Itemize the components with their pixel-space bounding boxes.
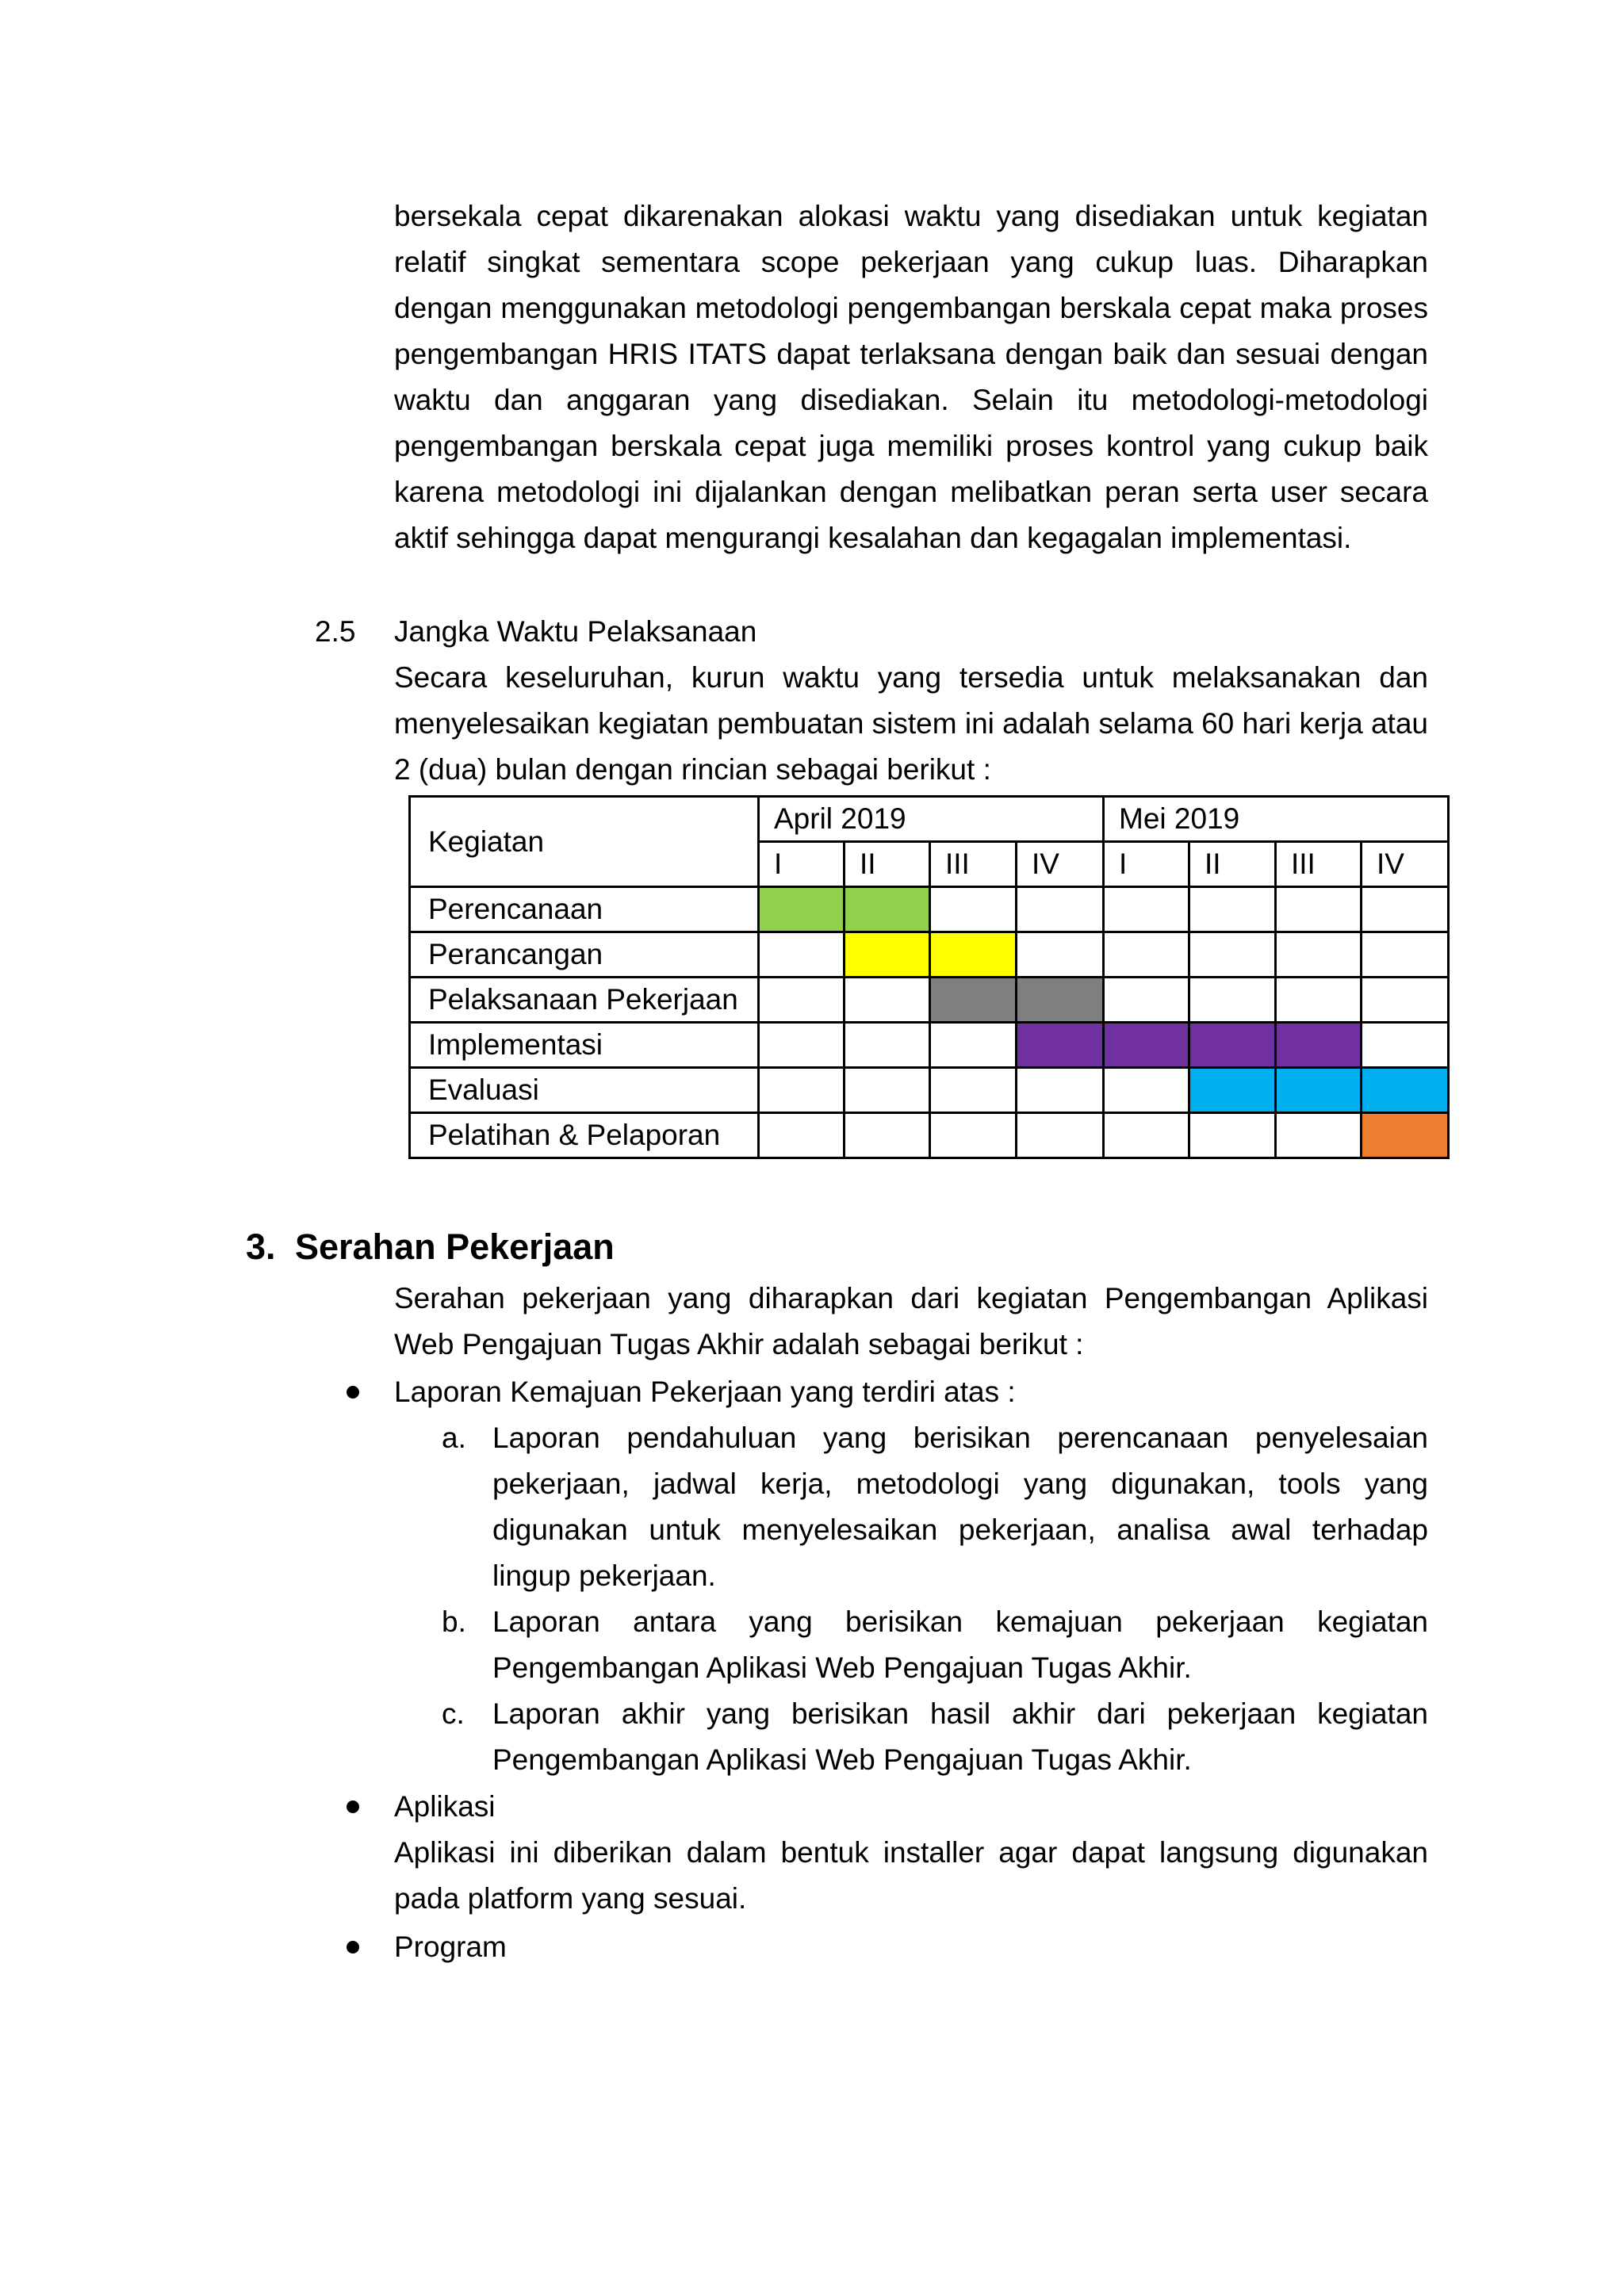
schedule-row xyxy=(410,1113,1449,1158)
schedule-cell xyxy=(1189,887,1276,932)
bullet-item-aplikasi: Aplikasi xyxy=(394,1790,496,1823)
schedule-cell-filled xyxy=(1362,1113,1449,1158)
month-mei-header: Mei 2019 xyxy=(1104,797,1449,842)
schedule-cell xyxy=(1017,932,1104,978)
schedule-cell xyxy=(1017,1113,1104,1158)
schedule-cell-filled xyxy=(1276,1068,1362,1113)
schedule-cell xyxy=(930,1113,1017,1158)
schedule-header-months xyxy=(410,797,1449,842)
schedule-cell xyxy=(1362,978,1449,1023)
schedule-cell xyxy=(930,887,1017,932)
week-header: III xyxy=(930,842,1017,887)
schedule-cell-filled xyxy=(1189,1023,1276,1068)
schedule-cell-filled xyxy=(845,887,930,932)
schedule-cell xyxy=(1276,1113,1362,1158)
schedule-cell-filled xyxy=(1104,1023,1189,1068)
schedule-cell xyxy=(759,978,845,1023)
schedule-cell xyxy=(1189,978,1276,1023)
schedule-cell-filled xyxy=(1017,978,1104,1023)
schedule-cell xyxy=(845,978,930,1023)
section-2-5-title: Jangka Waktu Pelaksanaan xyxy=(394,615,757,648)
sub-item-b: Laporan antara yang berisikan kemajuan pekerjaan kegiatan Pengembangan Aplikasi Web Pengajuan Tugas Akhir. xyxy=(492,1605,1428,1684)
schedule-cell xyxy=(1189,1113,1276,1158)
schedule-cell xyxy=(1104,1068,1189,1113)
kegiatan-header: Kegiatan xyxy=(410,797,759,887)
schedule-cell xyxy=(1362,932,1449,978)
section-3-intro: Serahan pekerjaan yang diharapkan dari kegiatan Pengembangan Aplikasi Web Pengajuan Tugas Akhir adalah sebagai berikut : xyxy=(394,1282,1428,1360)
schedule-cell xyxy=(845,1023,930,1068)
bullet-item-program: Program xyxy=(394,1931,507,1963)
bullet-icon xyxy=(347,1800,359,1813)
schedule-row xyxy=(410,887,1449,932)
schedule-cell xyxy=(1104,887,1189,932)
week-header: II xyxy=(845,842,930,887)
schedule-row xyxy=(410,932,1449,978)
section-3-title: Serahan Pekerjaan xyxy=(295,1226,615,1267)
schedule-cell xyxy=(930,1023,1017,1068)
schedule-cell xyxy=(759,1068,845,1113)
schedule-cell xyxy=(1276,887,1362,932)
schedule-cell xyxy=(1104,1113,1189,1158)
section-3-heading xyxy=(246,1221,615,1273)
activity-name: Implementasi xyxy=(410,1023,759,1068)
intro-paragraph: bersekala cepat dikarenakan alokasi waktu yang disediakan untuk kegiatan relatif singkat sementara scope pekerjaan yang cukup luas. Diharapkan dengan menggunakan metodologi pengembangan berskala cepat maka proses pengembangan HRIS ITATS dapat terlaksana dengan baik dan sesuai dengan waktu dan anggaran yang disediakan. Selain itu metodologi-metodologi pengembangan berskala cepat juga memiliki proses kontrol yang cukup baik karena metodologi ini dijalankan dengan melibatkan peran serta user secara aktif sehingga dapat mengurangi kesalahan dan kegagalan implementasi. xyxy=(394,200,1428,554)
sub-item-a: Laporan pendahuluan yang berisikan perencanaan penyelesaian pekerjaan, jadwal kerja, metodologi yang digunakan, tools yang digunakan untuk menyelesaikan pekerjaan, analisa awal terhadap lingup pekerjaan. xyxy=(492,1422,1428,1592)
schedule-cell xyxy=(1362,887,1449,932)
schedule-row xyxy=(410,1023,1449,1068)
schedule-cell-filled xyxy=(1276,1023,1362,1068)
week-header: I xyxy=(759,842,845,887)
sub-item-c: Laporan akhir yang berisikan hasil akhir dari pekerjaan kegiatan Pengembangan Aplikasi Web Pengajuan Tugas Akhir. xyxy=(492,1697,1428,1776)
schedule-cell-filled xyxy=(930,978,1017,1023)
schedule-cell xyxy=(1104,932,1189,978)
schedule-cell xyxy=(930,1068,1017,1113)
schedule-cell-filled xyxy=(1362,1068,1449,1113)
week-header: I xyxy=(1104,842,1189,887)
schedule-row xyxy=(410,1068,1449,1113)
schedule-cell xyxy=(1017,887,1104,932)
section-3-number: 3. xyxy=(246,1226,276,1267)
schedule-cell xyxy=(759,1023,845,1068)
schedule-cell-filled xyxy=(930,932,1017,978)
activity-name: Perancangan xyxy=(410,932,759,978)
schedule-cell xyxy=(759,1113,845,1158)
schedule-table xyxy=(408,795,1450,1159)
bullet-icon xyxy=(347,1941,359,1954)
week-header: IV xyxy=(1017,842,1104,887)
activity-name: Perencanaan xyxy=(410,887,759,932)
bullet-item-laporan: Laporan Kemajuan Pekerjaan yang terdiri atas : xyxy=(394,1376,1016,1408)
activity-name: Pelatihan & Pelaporan xyxy=(410,1113,759,1158)
sub-item-label: c. xyxy=(442,1697,465,1730)
week-header: III xyxy=(1276,842,1362,887)
week-header: IV xyxy=(1362,842,1449,887)
schedule-cell xyxy=(845,1068,930,1113)
schedule-cell xyxy=(1104,978,1189,1023)
sub-item-label: a. xyxy=(442,1422,466,1454)
bullet-icon xyxy=(347,1386,359,1399)
schedule-cell xyxy=(759,932,845,978)
section-2-5-number: 2.5 xyxy=(315,615,356,648)
schedule-cell xyxy=(1189,932,1276,978)
activity-name: Pelaksanaan Pekerjaan xyxy=(410,978,759,1023)
section-2-5-paragraph: Secara keseluruhan, kurun waktu yang tersedia untuk melaksanakan dan menyelesaikan kegiatan pembuatan sistem ini adalah selama 60 hari kerja atau 2 (dua) bulan dengan rincian sebagai berikut : xyxy=(394,661,1428,786)
sub-item-label: b. xyxy=(442,1605,466,1638)
bullet-aplikasi-description: Aplikasi ini diberikan dalam bentuk installer agar dapat langsung digunakan pada platform yang sesuai. xyxy=(394,1836,1428,1915)
schedule-cell xyxy=(1017,1068,1104,1113)
schedule-cell-filled xyxy=(1017,1023,1104,1068)
schedule-row xyxy=(410,978,1449,1023)
week-header: II xyxy=(1189,842,1276,887)
activity-name: Evaluasi xyxy=(410,1068,759,1113)
schedule-cell xyxy=(1276,932,1362,978)
schedule-cell xyxy=(845,1113,930,1158)
schedule-cell-filled xyxy=(845,932,930,978)
schedule-cell-filled xyxy=(759,887,845,932)
schedule-cell-filled xyxy=(1189,1068,1276,1113)
schedule-cell xyxy=(1276,978,1362,1023)
schedule-cell xyxy=(1362,1023,1449,1068)
month-april-header: April 2019 xyxy=(759,797,1104,842)
